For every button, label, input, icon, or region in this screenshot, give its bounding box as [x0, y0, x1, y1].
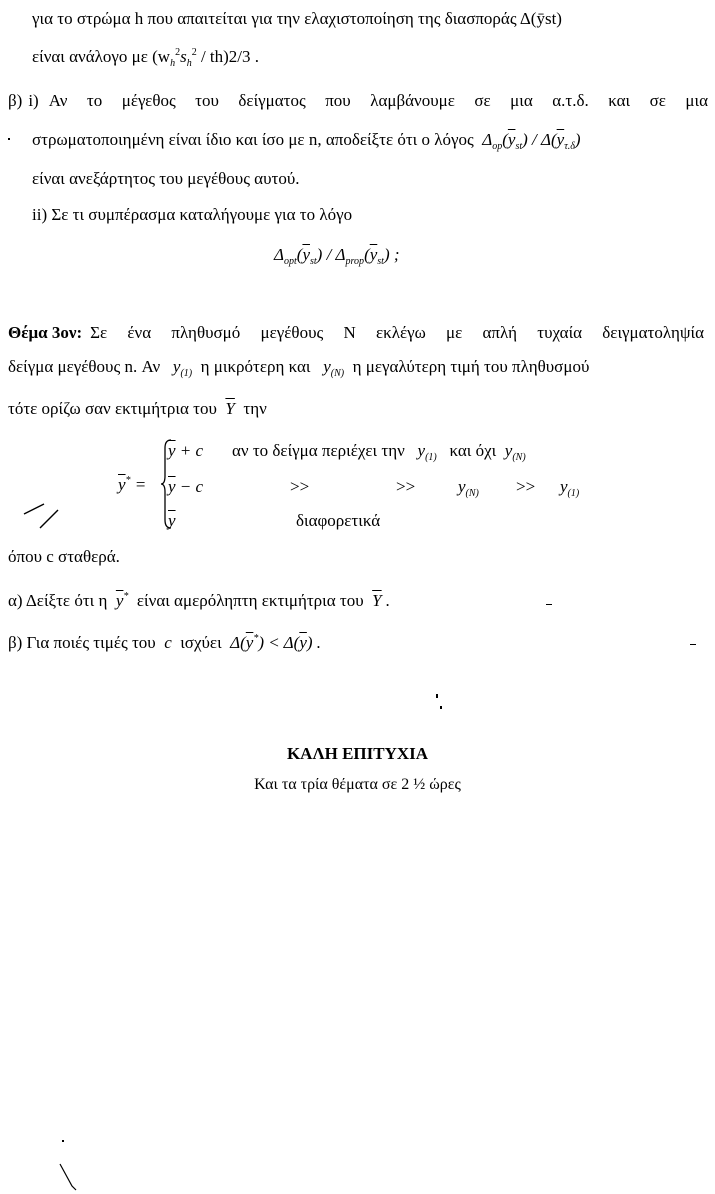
closing-title: ΚΑΛΗ ΕΠΙΤΥΧΙΑ: [286, 744, 429, 763]
ystar-lhs: $\overline{y}^*$ =: [118, 475, 147, 494]
part-b-text-a: β) Για ποιές τιμές του: [8, 633, 156, 652]
beta-label: β): [8, 91, 23, 110]
part-a-line: α) Δείξτε ότι η $\overline{y}^*$ είναι αμερόληπτη εκτιμήτρια του $\overline{Y}$ .: [8, 591, 391, 610]
case2-ditto-3: [516, 476, 535, 498]
theme3-line2: δείγμα μεγέθους n. Αν $y_{(1)}$ η μικρότερη και $y_{(N)}$ η μεγαλύτερη τιμή του πληθυσμού: [8, 357, 590, 379]
speck: [8, 138, 10, 140]
beta-line1: [8, 90, 708, 112]
theme3-line2-b: η μικρότερη και: [200, 357, 311, 376]
stray-mark: [22, 500, 62, 530]
beta-line3-text: είναι ανεξάρτητος του μεγέθους αυτού.: [32, 169, 300, 188]
theme3-line2-a: δείγμα μεγέθους n. Αν: [8, 357, 161, 376]
case2-ditto-2: [396, 476, 415, 498]
beta-ratio-formula: $\Delta_{opt}(\overline{y}_{st}) / \Delta_{prop}(\overline{y}_{st})$ ;: [274, 245, 400, 267]
theme3-title: Θέμα 3ον:: [8, 323, 83, 342]
case3: $\overline{y}$: [168, 511, 176, 530]
case1-cond-text: αν το δείγμα περιέχει την: [232, 441, 405, 460]
corner-mark: [56, 1160, 80, 1194]
beta-line2: στρωματοποιημένη είναι ίδιο και ίσο με n, αποδείξτε ότι ο λόγος $\Delta_{op}(\overline{y}_{st}) / \Delta(\overline{y}_{\tau.\delta})$: [32, 130, 581, 152]
theme3-line1-text: Σε ένα πληθυσμό μεγέθους N εκλέγω με απλή τυχαία δειγματοληψία: [90, 323, 704, 342]
ditto-mark: >>: [516, 477, 536, 496]
p1-line1: [32, 8, 702, 30]
beta-ii-text: ii) Σε τι συμπέρασμα καταλήγουμε για το λόγο: [32, 205, 353, 224]
theme3-line3: τότε ορίζω σαν εκτιμήτρια του $\overline{Y}$ την: [8, 399, 267, 418]
p1-line2-text: είναι ανάλογο με (w: [32, 47, 171, 66]
case1-and: και όχι: [449, 441, 497, 460]
case1: $\overline{y} + c$: [168, 441, 204, 460]
case2-ditto-1: [290, 476, 309, 498]
case3-cond-text: διαφορετικά: [296, 511, 381, 530]
p1-line2: είναι ανάλογο με $(w_h^2s_h^2 / th)2/3$ .: [32, 47, 260, 69]
case3-condition: [296, 510, 380, 532]
case1-condition: αν το δείγμα περιέχει την $y_{(1)}$ και όχι $y_{(N)}$: [232, 441, 526, 463]
part-a-text-a: α) Δείξτε ότι η: [8, 591, 108, 610]
beta-ii-line: [32, 204, 352, 226]
part-b-line: β) Για ποιές τιμές του c ισχύει $\Delta(\overline{y}^*) < \Delta(\overline{y})$ .: [8, 633, 322, 652]
case2: $\overline{y} - c$: [168, 477, 204, 496]
speck: [440, 706, 442, 709]
speck: [62, 1140, 64, 1142]
const-line-text: όπου c σταθερά.: [8, 547, 120, 566]
const-line: [8, 546, 120, 568]
part-b-text-b: ισχύει: [180, 633, 222, 652]
case2-y1: $y_{(1)}$: [560, 477, 580, 499]
theme3-line3-b: την: [243, 399, 267, 418]
p1-line1-text: για το στρώμα h που απαιτείται για την ελαχιστοποίηση της διασποράς Δ(ȳst): [32, 9, 562, 28]
beta-line3: [32, 168, 300, 190]
ditto-mark: >>: [396, 477, 416, 496]
beta-i-label: i): [28, 91, 39, 110]
p1-line2-tail: / th)2/3 .: [200, 47, 260, 66]
closing-subtitle: Και τα τρία θέματα σε 2 ½ ώρες: [254, 776, 461, 793]
theme3-line2-c: η μεγαλύτερη τιμή του πληθυσμού: [352, 357, 590, 376]
beta-line1-text: Αν το μέγεθος του δείγματος που λαμβάνουμε σε μια α.τ.δ. και σε μια: [48, 91, 708, 110]
ditto-mark: >>: [290, 477, 310, 496]
case2-yN: $y_{(N)}$: [458, 477, 479, 499]
speck: [436, 694, 438, 698]
speck: [690, 644, 696, 645]
beta-line2-text: στρωματοποιημένη είναι ίδιο και ίσο με n, αποδείξτε ότι ο λόγος: [32, 130, 474, 149]
speck: [546, 604, 552, 605]
theme3-line1: [8, 322, 704, 344]
part-a-text-b: είναι αμερόληπτη εκτιμήτρια του: [136, 591, 364, 610]
theme3-line3-a: τότε ορίζω σαν εκτιμήτρια του: [8, 399, 217, 418]
